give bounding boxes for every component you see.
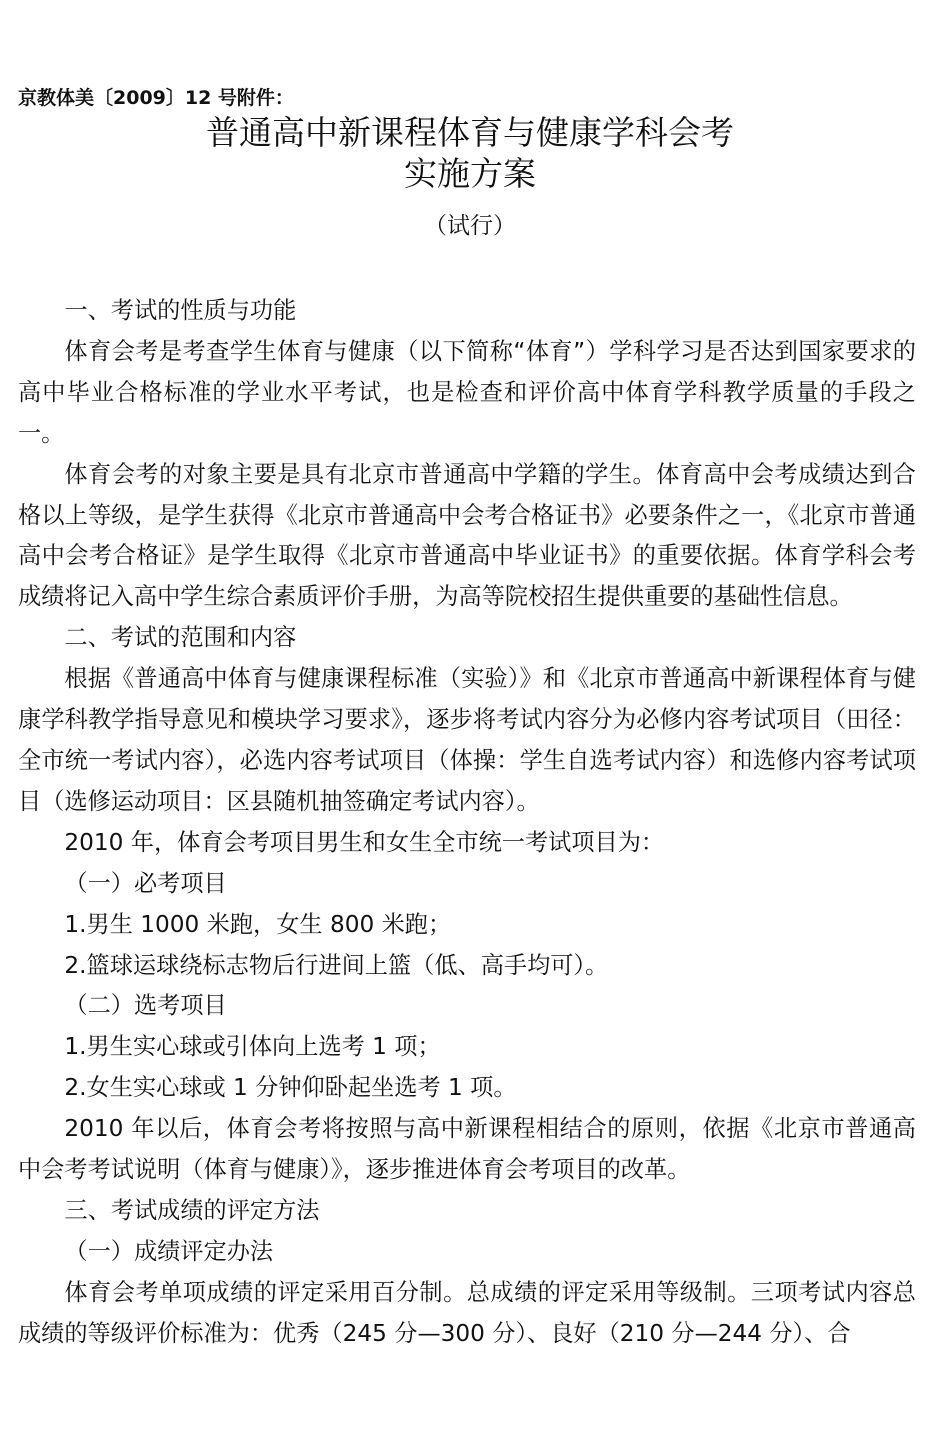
section-heading-scoring: 三、考试成绩的评定方法 xyxy=(64,1196,320,1224)
list-item: 2.篮球运球绕标志物后行进间上篮（低、高手均可）。 xyxy=(64,951,609,979)
document-subtitle: （试行） xyxy=(424,213,516,239)
document-reference: 京教体美〔2009〕12 号附件： xyxy=(18,87,294,109)
paragraph: 2010 年以后，体育会考将按照与高中新课程相结合的原则，依据《北京市普通高中会考考试说明（体育与健康）》，逐步推进体育会考项目的改革。 xyxy=(18,1115,916,1184)
list-item: 1.男生 1000 米跑，女生 800 米跑； xyxy=(64,910,452,938)
paragraph: 体育会考单项成绩的评定采用百分制。总成绩的评定采用等级制。三项考试内容总成绩的等级评价标准为：优秀（245 分—300 分）、良好（210 分—244 分）、合 xyxy=(18,1278,916,1347)
list-item: 1.男生实心球或引体向上选考 1 项； xyxy=(64,1033,441,1061)
paragraph: 根据《普通高中体育与健康课程标准（实验）》和《北京市普通高中新课程体育与健康学科教学指导意见和模块学习要求》，逐步将考试内容分为必修内容考试项目（田径：全市统一考试内容），必选内容考试项目（体操：学生自选考试内容）和选修内容考试项目（选修运动项目：区县随机抽签确定考试内容）。 xyxy=(18,665,916,815)
subsection-heading-required: （一）必考项目 xyxy=(64,869,227,897)
subsection-heading-optional: （二）选考项目 xyxy=(64,992,227,1020)
section-heading-nature: 一、考试的性质与功能 xyxy=(64,297,297,324)
subsection-heading-method: （一）成绩评定办法 xyxy=(64,1237,274,1265)
paragraph: 体育会考的对象主要是具有北京市普通高中学籍的学生。体育高中会考成绩达到合格以上等级，是学生获得《北京市普通高中会考合格证书》必要条件之一，《北京市普通高中会考合格证》是学生取得《北京市普通高中毕业证书》的重要依据。体育学科会考成绩将记入高中学生综合素质评价手册，为高等院校招生提供重要的基础性信息。 xyxy=(18,460,916,611)
paragraph: 体育会考是考查学生体育与健康（以下简称“体育”）学科学习是否达到国家要求的高中毕业合格标准的学业水平考试，也是检查和评价高中体育学科教学质量的手段之一。 xyxy=(18,337,916,447)
list-item: 2.女生实心球或 1 分钟仰卧起坐选考 1 项。 xyxy=(64,1074,517,1102)
paragraph: 2010 年，体育会考项目男生和女生全市统一考试项目为： xyxy=(64,828,665,856)
section-heading-scope: 二、考试的范围和内容 xyxy=(64,624,297,652)
document-title-line-1: 普通高中新课程体育与健康学科会考 xyxy=(206,113,734,152)
document-title-line-2: 实施方案 xyxy=(404,154,536,193)
document-body xyxy=(18,291,916,1355)
